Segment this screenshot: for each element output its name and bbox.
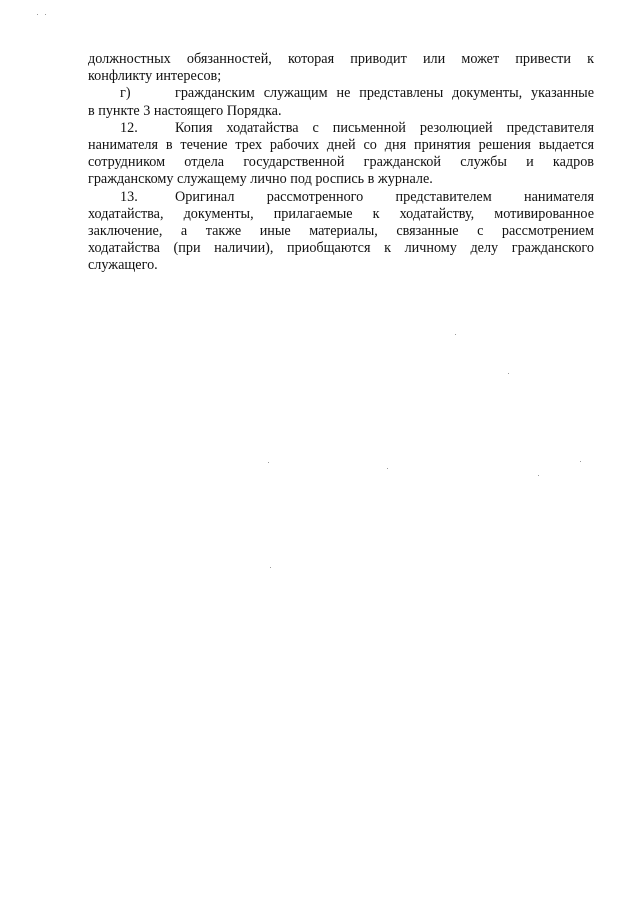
document-body <box>88 51 594 274</box>
paragraph-12 <box>88 120 594 137</box>
text-line: Оригинал рассмотренного представителем нанимателя <box>175 188 594 205</box>
item-marker: г) <box>120 85 131 102</box>
text-line: служащего. <box>88 257 158 274</box>
list-item-g <box>88 85 594 102</box>
scan-speck <box>37 14 38 15</box>
text-line: нанимателя в течение трех рабочих дней со дня принятия решения выдается <box>88 136 594 153</box>
text-line: ходатайства, документы, прилагаемые к ходатайству, мотивированное <box>88 205 594 222</box>
scan-speck <box>580 461 581 462</box>
scan-speck <box>387 468 388 469</box>
text-line: гражданскому служащему лично под роспись в журнале. <box>88 171 433 188</box>
scan-speck <box>45 14 46 15</box>
scan-speck <box>270 567 271 568</box>
text-line: сотрудником отдела государственной гражданской службы и кадров <box>88 154 594 171</box>
item-marker: 13. <box>120 188 138 205</box>
text-line: гражданским служащим не представлены документы, указанные <box>175 85 594 102</box>
text-line: Копия ходатайства с письменной резолюцией представителя <box>175 119 594 136</box>
text-line: ходатайства (при наличии), приобщаются к личному делу гражданского <box>88 240 594 257</box>
scan-speck <box>455 334 456 335</box>
item-marker: 12. <box>120 119 138 136</box>
text-line: должностных обязанностей, которая приводит или может привести к <box>88 51 594 67</box>
scan-speck <box>268 462 269 463</box>
text-line: заключение, а также иные материалы, связанные с рассмотрением <box>88 222 594 239</box>
text-line: в пункте 3 настоящего Порядка. <box>88 102 282 119</box>
scan-speck <box>538 475 539 476</box>
text-line: конфликту интересов; <box>88 68 222 85</box>
paragraph-13 <box>88 189 594 206</box>
scan-speck <box>508 373 509 374</box>
